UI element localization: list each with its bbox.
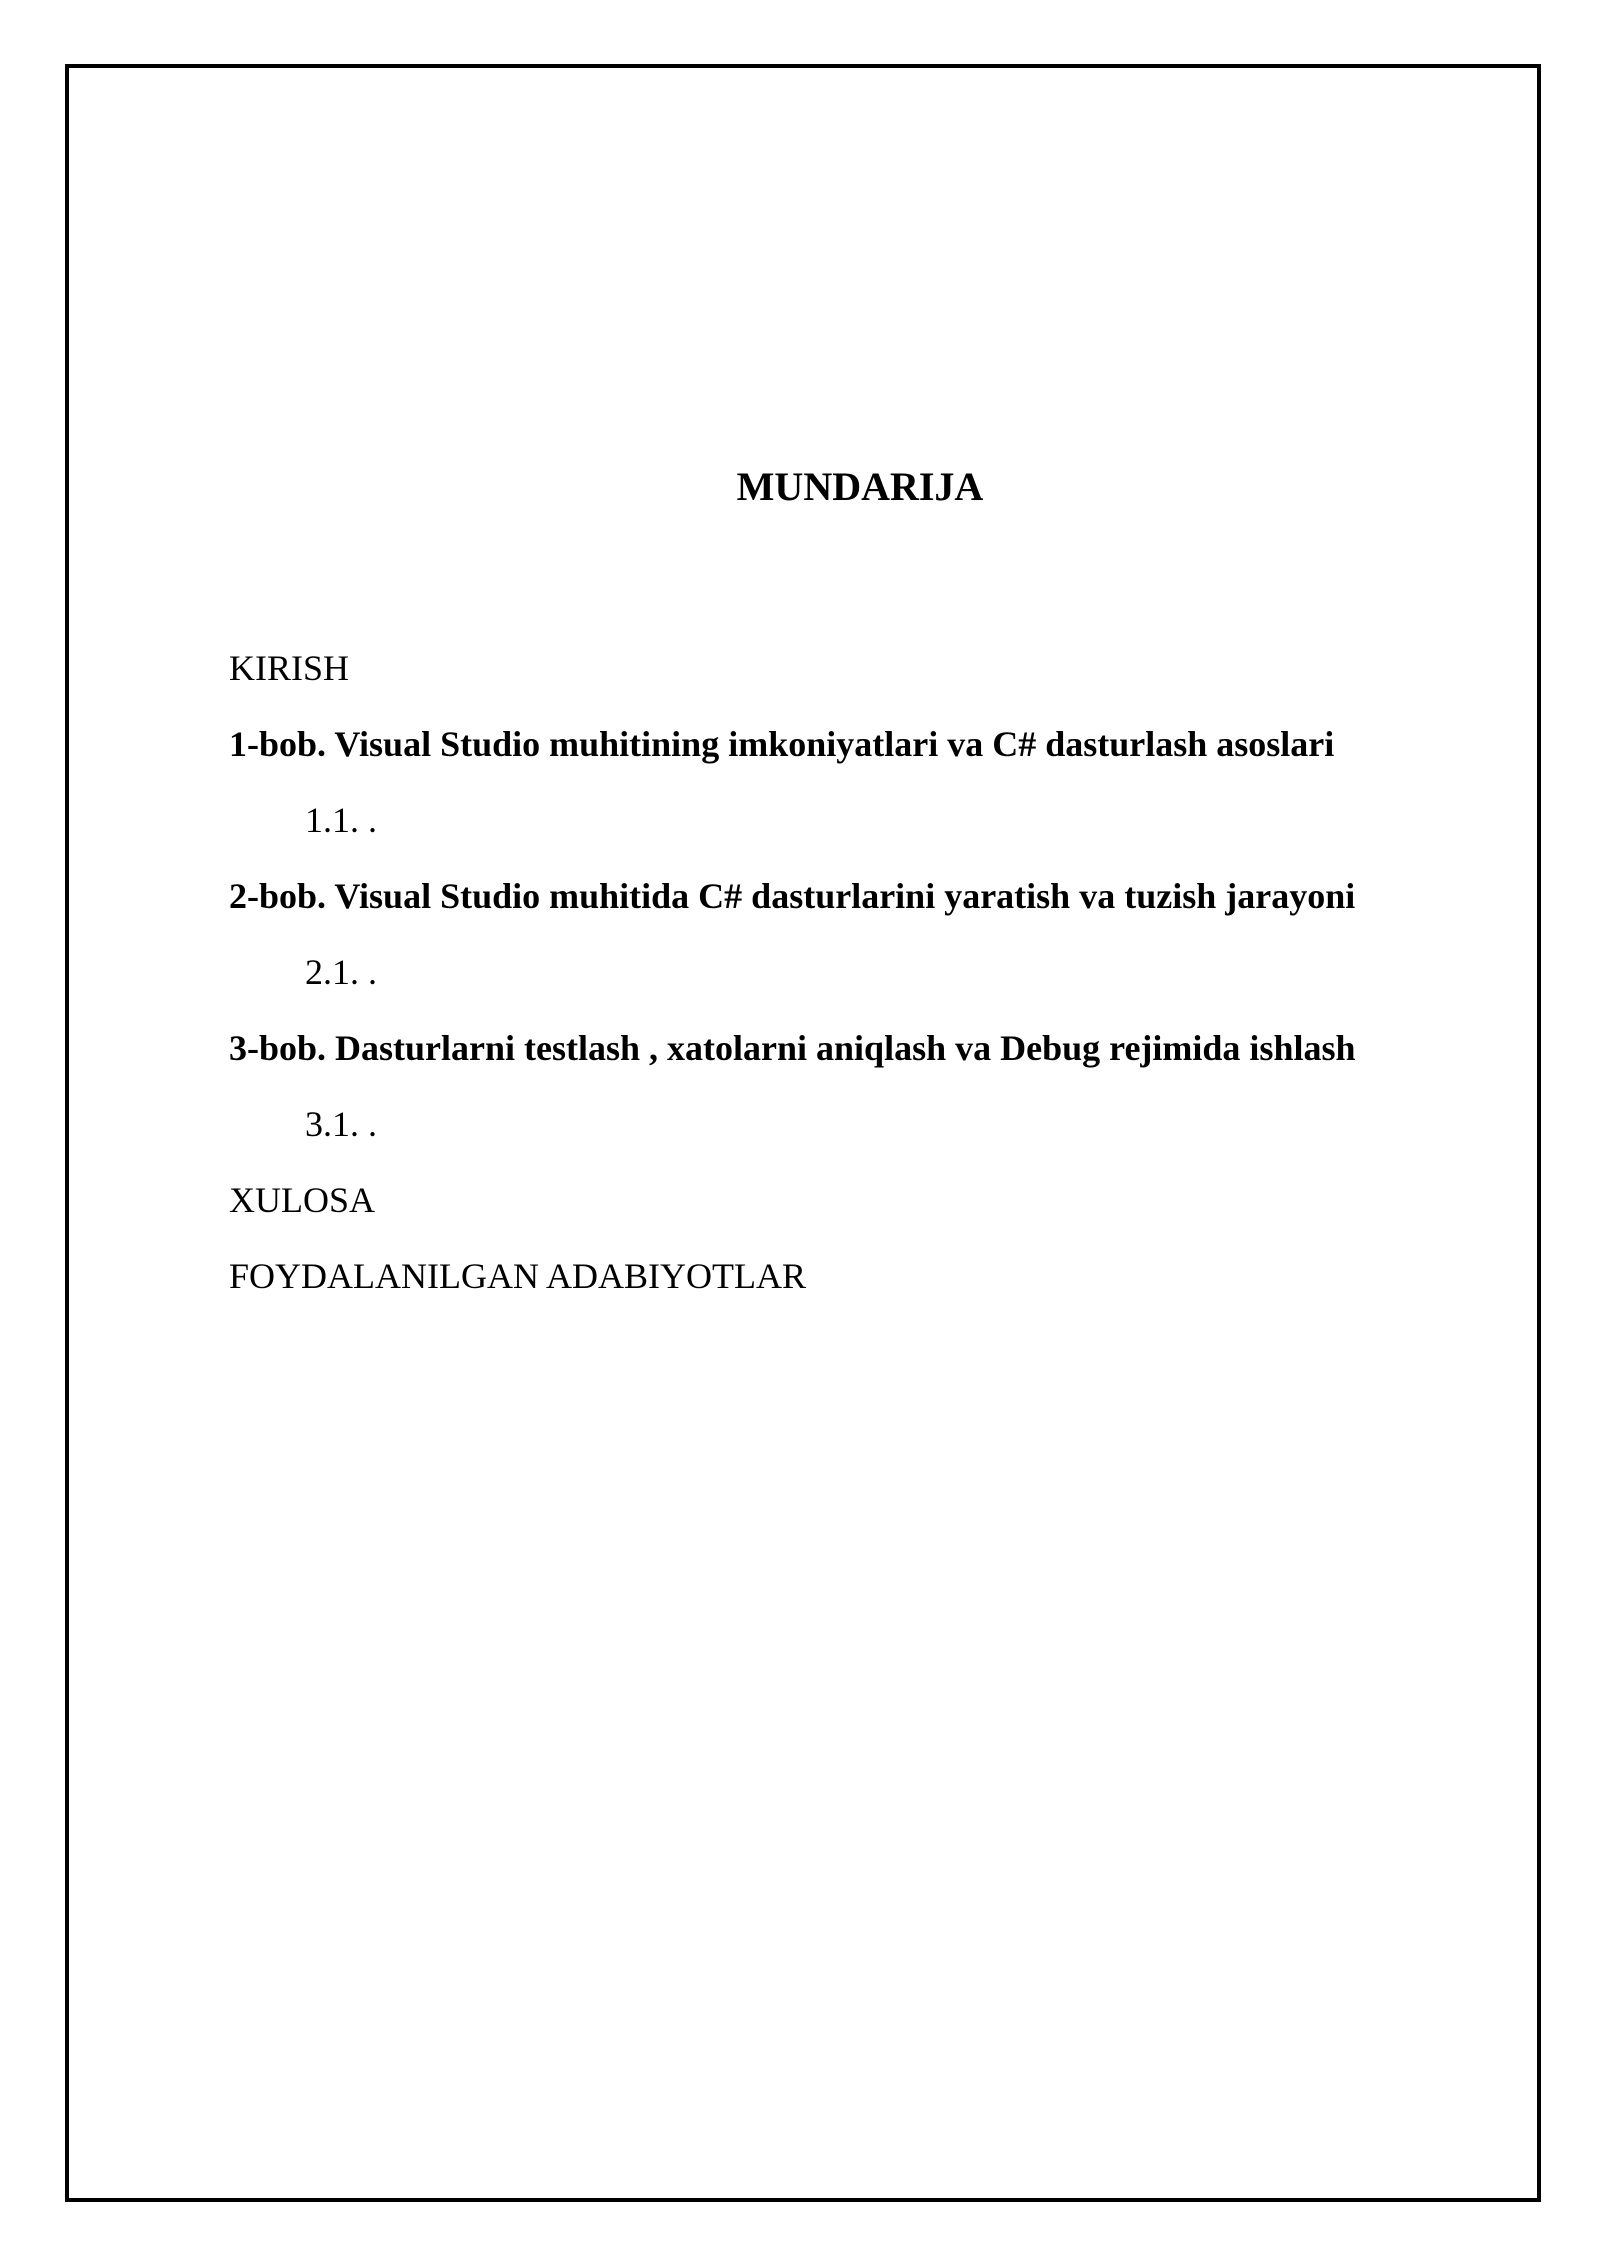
page-title: MUNDARIJA [736,464,984,509]
toc-entry-adabiyotlar[interactable]: FOYDALANILGAN ADABIYOTLAR [229,1256,806,1296]
toc-entry-chapter-1[interactable]: 1-bob. Visual Studio muhitining imkoniyatlari va C# dasturlash asoslari [229,724,1335,764]
toc-entry-kirish[interactable]: KIRISH [229,648,350,688]
table-of-contents [229,640,1529,1324]
toc-entry-xulosa[interactable]: XULOSA [229,1180,376,1220]
toc-entry-section-1-1[interactable]: 1.1. . [305,800,377,840]
toc-entry-section-2-1[interactable]: 2.1. . [305,952,377,992]
toc-entry-chapter-3[interactable]: 3-bob. Dasturlarni testlash , xatolarni aniqlash va Debug rejimida ishlash [229,1028,1356,1068]
toc-entry-section-3-1[interactable]: 3.1. . [305,1104,377,1144]
toc-entry-chapter-2[interactable]: 2-bob. Visual Studio muhitida C# dasturlarini yaratish va tuzish jarayoni [229,876,1356,916]
